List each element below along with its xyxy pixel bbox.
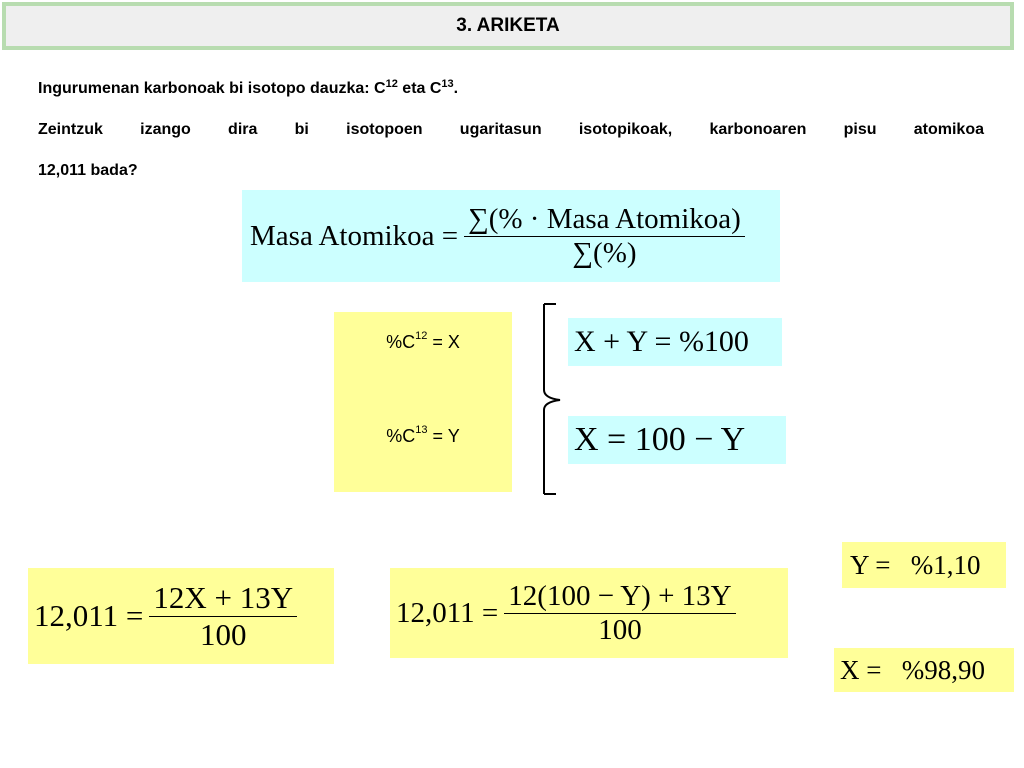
isotope-13-sup: 13 [441,78,454,90]
definition-y [334,426,512,447]
isotope-12-sup: 12 [385,78,398,90]
equation-b-fraction [504,580,735,647]
atomic-mass-formula [242,190,780,282]
formula-numerator: ∑(% · Masa Atomikoa) [468,202,741,235]
equation-a-fraction [149,580,297,653]
eq1-text: X + Y = %100 [574,325,749,358]
formula-denominator: ∑(%) [464,236,745,270]
equation-b [390,568,788,658]
equation-a-lhs: 12,011 = [34,598,144,633]
intro-line-3: 12,011 bada? [38,162,138,179]
intro-line-2: Zeintzuk izango dira bi isotopoen ugaritasun isotopikoak, karbonoaren pisu atomikoa [38,121,984,138]
system-equation-2 [568,416,786,464]
equation-a-denominator: 100 [149,616,297,653]
equation-b-numerator: 12(100 − Y) + 13Y [508,579,732,612]
definitions-box [334,312,512,492]
intro-text-mid: eta C [397,80,442,97]
result-x [834,648,1014,692]
title-bar [2,2,1014,50]
def-y-label: %C [386,426,416,446]
curly-brace-icon [522,300,572,500]
equation-a-numerator: 12X + 13Y [153,579,294,615]
result-y-text: Y = %1,10 [850,549,981,580]
result-x-text: X = %98,90 [840,654,985,685]
def-x-label: %C [386,332,416,352]
formula-fraction [464,203,745,270]
equation-a [28,568,334,664]
formula-lhs: Masa Atomikoa = [250,219,459,252]
def-x-value: = X [427,332,460,352]
intro-text: Ingurumenan karbonoak bi isotopo dauzka: C [38,80,386,97]
equation-b-lhs: 12,011 = [396,596,499,629]
page-title: 3. ARIKETA [456,15,560,36]
def-y-sup: 13 [415,424,428,436]
definition-x [334,332,512,353]
equation-b-denominator: 100 [504,613,735,647]
intro-line-1 [38,80,458,98]
def-x-sup: 12 [415,330,428,342]
intro-text-end: . [453,80,459,97]
eq2-text: X = 100 − Y [574,421,746,458]
def-y-value: = Y [427,426,460,446]
result-y [842,542,1006,588]
system-equation-1 [568,318,782,366]
